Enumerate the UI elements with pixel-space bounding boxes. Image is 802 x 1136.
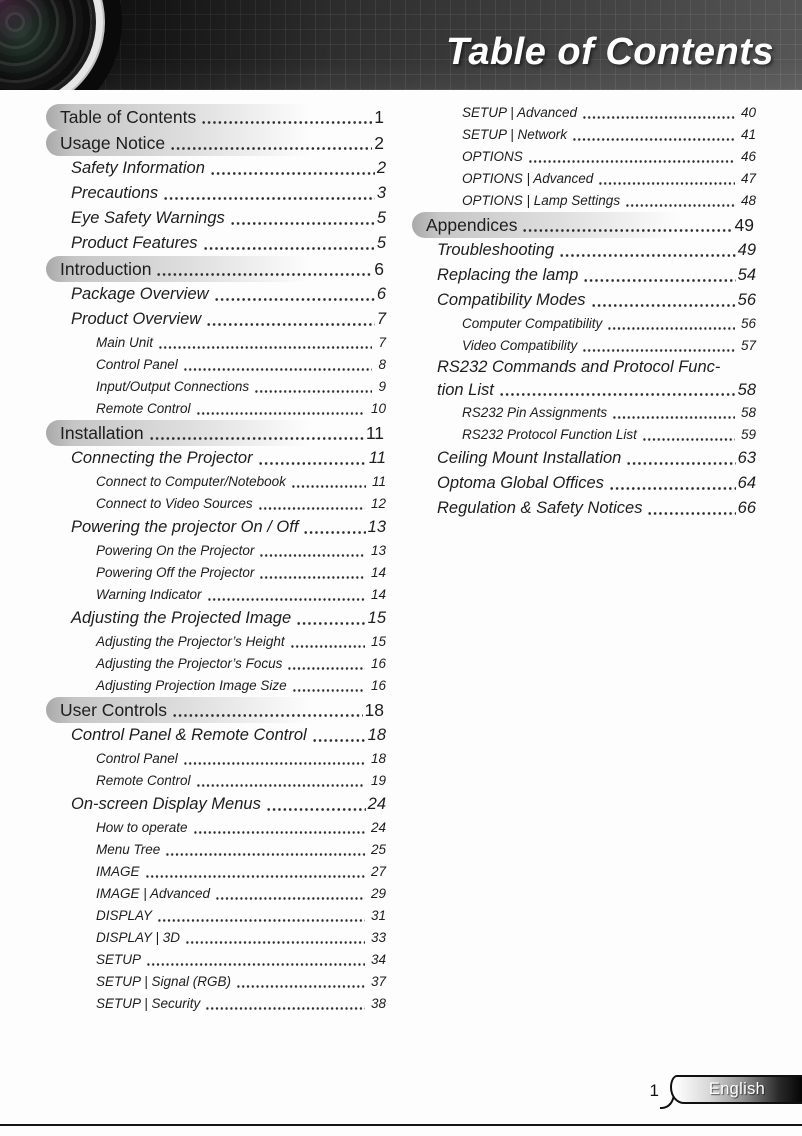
toc-entry-title: tion List (437, 381, 494, 399)
toc-entry-connecting-the-projector[interactable] (46, 446, 386, 471)
toc-entry-page: 14 (370, 587, 386, 602)
toc-entry-page: 2 (376, 159, 386, 177)
toc-entry-page: 33 (370, 930, 386, 945)
toc-entry-display-3d[interactable] (46, 927, 386, 949)
toc-entry-page: 27 (370, 864, 386, 879)
toc-entry-powering-on-the-projector[interactable] (46, 540, 386, 562)
toc-entry-usage-notice[interactable] (46, 130, 386, 156)
dotted-leader (236, 971, 365, 993)
dotted-leader (583, 263, 735, 288)
toc-entry-installation[interactable] (46, 420, 386, 446)
toc-entry-package-overview[interactable] (46, 282, 386, 307)
toc-entry-page: 7 (376, 310, 386, 328)
toc-entry-title: RS232 Commands and Protocol Func- (437, 358, 721, 376)
toc-entry-page: 12 (370, 496, 386, 511)
toc-entry-eye-safety-warnings[interactable] (46, 206, 386, 231)
toc-entry-page: 1 (374, 107, 384, 127)
toc-entry-page: 11 (365, 423, 384, 443)
footer-language-badge (670, 1075, 802, 1104)
toc-entry-menu-tree[interactable] (46, 839, 386, 861)
toc-entry-title: Product Features (71, 234, 198, 252)
toc-entry-title: Powering On the Projector (96, 543, 255, 558)
dotted-leader (172, 697, 363, 723)
toc-entry-display[interactable] (46, 905, 386, 927)
toc-entry-title: Main Unit (96, 335, 154, 350)
dotted-leader (591, 288, 736, 313)
toc-entry-title: Control Panel (96, 357, 178, 372)
toc-entry-title: SETUP | Advanced (462, 105, 578, 120)
toc-entry-title: Control Panel (96, 751, 178, 766)
dotted-leader (609, 471, 736, 496)
dotted-leader (193, 817, 365, 839)
dotted-leader (157, 905, 365, 927)
toc-entry-title: DISPLAY | 3D (96, 930, 181, 945)
toc-entry-title: Table of Contents (60, 107, 197, 127)
toc-entry-title: Replacing the lamp (437, 266, 579, 284)
toc-entry-page: 49 (734, 215, 754, 235)
projector-lens-image (0, 0, 92, 90)
dotted-leader (149, 420, 364, 446)
toc-entry-title: Introduction (60, 259, 152, 279)
toc-entry-control-panel[interactable] (46, 354, 386, 376)
dotted-leader (183, 354, 373, 376)
toc-entry-title: Connecting the Projector (71, 449, 253, 467)
toc-entry-title: Usage Notice (60, 133, 166, 153)
toc-entry-rs232-commands-and-protocol-func[interactable] (412, 357, 756, 378)
toc-entry-rs232-commands-and-protocol-func-cont[interactable] (412, 378, 756, 402)
toc-entry-page: 5 (376, 209, 386, 227)
toc-entry-page: 24 (367, 795, 386, 813)
toc-entry-page: 13 (367, 518, 386, 536)
toc-entry-connect-to-computer-notebook[interactable] (46, 471, 386, 493)
dotted-leader (266, 792, 366, 817)
dotted-leader (647, 496, 735, 521)
toc-entry-page: 16 (370, 678, 386, 693)
dotted-leader (287, 653, 365, 675)
toc-entry-remote-control[interactable] (46, 770, 386, 792)
dotted-leader (258, 446, 367, 471)
toc-entry-title: IMAGE | Advanced (96, 886, 211, 901)
toc-entry-title: On-screen Display Menus (71, 795, 261, 813)
toc-entry-page: 14 (370, 565, 386, 580)
toc-entry-page: 56 (737, 291, 756, 309)
toc-entry-main-unit[interactable] (46, 332, 386, 354)
footer-divider (0, 1124, 802, 1126)
toc-entry-page: 64 (737, 474, 756, 492)
toc-entry-options-advanced[interactable] (412, 168, 756, 190)
toc-entry-on-screen-display-menus[interactable] (46, 792, 386, 817)
dotted-leader (559, 238, 736, 263)
toc-entry-title: OPTIONS | Lamp Settings (462, 193, 621, 208)
toc-entry-how-to-operate[interactable] (46, 817, 386, 839)
toc-entry-title: DISPLAY (96, 908, 153, 923)
toc-entry-title: Warning Indicator (96, 587, 202, 602)
toc-entry-page: 31 (370, 908, 386, 923)
dotted-leader (296, 606, 366, 631)
dotted-leader (230, 206, 375, 231)
dotted-leader (522, 212, 732, 238)
toc-entry-page: 16 (370, 656, 386, 671)
dotted-leader (258, 493, 365, 515)
toc-entry-page: 6 (376, 285, 386, 303)
dotted-leader (214, 282, 375, 307)
toc-entry-title: SETUP | Security (96, 996, 201, 1011)
toc-entry-page: 41 (740, 127, 756, 142)
toc-entry-title: Safety Information (71, 159, 205, 177)
toc-entry-setup[interactable] (46, 949, 386, 971)
toc-column-left (46, 104, 386, 1015)
toc-entry-page: 6 (374, 259, 384, 279)
toc-entry-page: 56 (740, 316, 756, 331)
page-title: Table of Contents (446, 31, 774, 73)
toc-entry-page: 18 (370, 751, 386, 766)
dotted-leader (196, 398, 365, 420)
dotted-leader (207, 584, 365, 606)
toc-entry-remote-control[interactable] (46, 398, 386, 420)
toc-entry-title: Connect to Video Sources (96, 496, 253, 511)
dotted-leader (259, 540, 365, 562)
dotted-leader (183, 748, 365, 770)
toc-entry-powering-off-the-projector[interactable] (46, 562, 386, 584)
toc-entry-title: Menu Tree (96, 842, 161, 857)
toc-entry-title: Video Compatibility (462, 338, 578, 353)
toc-entry-title: SETUP | Signal (RGB) (96, 974, 232, 989)
toc-entry-page: 24 (370, 820, 386, 835)
dotted-leader (205, 993, 365, 1015)
toc-entry-page: 40 (740, 105, 756, 120)
toc-entry-adjusting-the-projector-s-height[interactable] (46, 631, 386, 653)
toc-entry-title: Control Panel & Remote Control (71, 726, 307, 744)
toc-entry-troubleshooting[interactable] (412, 238, 756, 263)
toc-entry-page: 19 (370, 773, 386, 788)
toc-entry-page: 29 (370, 886, 386, 901)
dotted-leader (572, 124, 735, 146)
toc-entry-page: 48 (740, 193, 756, 208)
toc-entry-page: 11 (368, 449, 386, 467)
toc-entry-title: SETUP | Network (462, 127, 568, 142)
dotted-leader (165, 839, 365, 861)
toc-entry-title: Remote Control (96, 401, 191, 416)
toc-entry-page: 49 (737, 241, 756, 259)
dotted-leader (582, 102, 735, 124)
toc-entry-page: 63 (737, 449, 756, 467)
toc-entry-title: User Controls (60, 700, 167, 720)
dotted-leader (203, 231, 375, 256)
toc-entry-page: 18 (364, 700, 384, 720)
dotted-leader (291, 471, 366, 493)
toc-entry-page: 15 (367, 609, 386, 627)
toc-entry-product-overview[interactable] (46, 307, 386, 332)
toc-entry-title: Remote Control (96, 773, 191, 788)
toc-entry-ceiling-mount-installation[interactable] (412, 446, 756, 471)
toc-entry-setup-signal-rgb[interactable] (46, 971, 386, 993)
toc-entry-title: Input/Output Connections (96, 379, 250, 394)
dotted-leader (254, 376, 372, 398)
dotted-leader (210, 156, 375, 181)
dotted-leader (163, 181, 375, 206)
dotted-leader (158, 332, 372, 354)
toc-entry-video-compatibility[interactable] (412, 335, 756, 357)
dotted-leader (145, 861, 365, 883)
toc-entry-title: Precautions (71, 184, 159, 202)
dotted-leader (612, 402, 735, 424)
toc-entry-title: Powering Off the Projector (96, 565, 255, 580)
toc-entry-title: Adjusting the Projector’s Height (96, 634, 285, 649)
toc-entry-title: How to operate (96, 820, 188, 835)
toc-entry-page: 57 (740, 338, 756, 353)
toc-entry-page: 3 (376, 184, 386, 202)
dotted-leader (206, 307, 375, 332)
toc-entry-options[interactable] (412, 146, 756, 168)
toc-entry-title: Adjusting the Projector’s Focus (96, 656, 283, 671)
toc-entry-appendices[interactable] (412, 212, 756, 238)
toc-entry-table-of-contents[interactable] (46, 104, 386, 130)
toc-entry-page: 58 (740, 405, 756, 420)
dotted-leader (170, 130, 372, 156)
toc-entry-page: 5 (376, 234, 386, 252)
toc-entry-title: Appendices (426, 215, 518, 235)
dotted-leader (598, 168, 735, 190)
toc-entry-title: Powering the projector On / Off (71, 518, 299, 536)
toc-entry-setup-advanced[interactable] (412, 102, 756, 124)
toc-entry-image-advanced[interactable] (46, 883, 386, 905)
toc-entry-title: OPTIONS | Advanced (462, 171, 594, 186)
toc-entry-setup-security[interactable] (46, 993, 386, 1015)
toc-entry-title: Connect to Computer/Notebook (96, 474, 286, 489)
dotted-leader (642, 424, 735, 446)
dotted-leader (303, 515, 365, 540)
toc-entry-product-features[interactable] (46, 231, 386, 256)
toc-entry-regulation-safety-notices[interactable] (412, 496, 756, 521)
toc-entry-control-panel[interactable] (46, 748, 386, 770)
dotted-leader (625, 190, 735, 212)
toc-entry-page: 8 (378, 357, 386, 372)
toc-entry-page: 46 (740, 149, 756, 164)
toc-entry-optoma-global-offices[interactable] (412, 471, 756, 496)
toc-entry-page: 58 (737, 381, 756, 399)
toc-entry-page: 7 (378, 335, 386, 350)
dotted-leader (146, 949, 365, 971)
toc-entry-title: IMAGE (96, 864, 140, 879)
dotted-leader (185, 927, 365, 949)
dotted-leader (312, 723, 366, 748)
toc-entry-options-lamp-settings[interactable] (412, 190, 756, 212)
toc-entry-page: 9 (378, 379, 386, 394)
dotted-leader (201, 104, 372, 130)
toc-entry-title: Compatibility Modes (437, 291, 586, 309)
dotted-leader (292, 675, 365, 697)
toc-entry-title: Installation (60, 423, 144, 443)
toc-entry-title: OPTIONS (462, 149, 523, 164)
toc-entry-introduction[interactable] (46, 256, 386, 282)
toc-entry-title: SETUP (96, 952, 142, 967)
toc-entry-page: 13 (370, 543, 386, 558)
toc-entry-powering-the-projector-on-off[interactable] (46, 515, 386, 540)
toc-entry-computer-compatibility[interactable] (412, 313, 756, 335)
toc-entry-title: RS232 Pin Assignments (462, 405, 608, 420)
toc-entry-title: Eye Safety Warnings (71, 209, 225, 227)
toc-column-right (412, 102, 756, 521)
toc-entry-title: Optoma Global Offices (437, 474, 604, 492)
toc-entry-page: 34 (370, 952, 386, 967)
toc-entry-compatibility-modes[interactable] (412, 288, 756, 313)
toc-entry-title: Adjusting the Projected Image (71, 609, 292, 627)
dotted-leader (582, 335, 735, 357)
footer-page-number: 1 (649, 1081, 659, 1100)
footer-language-label: English (708, 1080, 766, 1098)
dotted-leader (215, 883, 365, 905)
dotted-leader (626, 446, 735, 471)
toc-entry-page: 2 (374, 133, 384, 153)
toc-entry-rs232-pin-assignments[interactable] (412, 402, 756, 424)
toc-entry-warning-indicator[interactable] (46, 584, 386, 606)
toc-entry-title: Adjusting Projection Image Size (96, 678, 287, 693)
page-header-banner (0, 0, 802, 90)
toc-entry-page: 47 (740, 171, 756, 186)
toc-entry-precautions[interactable] (46, 181, 386, 206)
toc-entry-title: Computer Compatibility (462, 316, 603, 331)
toc-entry-title: Regulation & Safety Notices (437, 499, 643, 517)
toc-entry-page: 54 (737, 266, 756, 284)
toc-entry-page: 15 (370, 634, 386, 649)
toc-entry-page: 10 (370, 401, 386, 416)
toc-entry-adjusting-the-projector-s-focus[interactable] (46, 653, 386, 675)
dotted-leader (259, 562, 365, 584)
dotted-leader (196, 770, 365, 792)
toc-entry-replacing-the-lamp[interactable] (412, 263, 756, 288)
toc-entry-image[interactable] (46, 861, 386, 883)
toc-entry-setup-network[interactable] (412, 124, 756, 146)
dotted-leader (290, 631, 365, 653)
toc-entry-page: 11 (371, 474, 386, 489)
toc-entry-adjusting-projection-image-size[interactable] (46, 675, 386, 697)
toc-entry-adjusting-the-projected-image[interactable] (46, 606, 386, 631)
toc-entry-connect-to-video-sources[interactable] (46, 493, 386, 515)
dotted-leader (607, 313, 735, 335)
toc-entry-title: RS232 Protocol Function List (462, 427, 637, 442)
dotted-leader (499, 378, 736, 402)
toc-entry-input-output-connections[interactable] (46, 376, 386, 398)
dotted-leader (528, 146, 735, 168)
toc-entry-control-panel-remote-control[interactable] (46, 723, 386, 748)
toc-entry-page: 66 (737, 499, 756, 517)
toc-entry-title: Product Overview (71, 310, 202, 328)
toc-entry-rs232-protocol-function-list[interactable] (412, 424, 756, 446)
toc-entry-user-controls[interactable] (46, 697, 386, 723)
toc-entry-title: Ceiling Mount Installation (437, 449, 622, 467)
toc-entry-safety-information[interactable] (46, 156, 386, 181)
toc-entry-title: Troubleshooting (437, 241, 555, 259)
toc-entry-page: 25 (370, 842, 386, 857)
toc-entry-title: Package Overview (71, 285, 209, 303)
toc-entry-page: 37 (370, 974, 386, 989)
toc-entry-page: 18 (367, 726, 386, 744)
toc-entry-page: 38 (370, 996, 386, 1011)
toc-entry-page: 59 (740, 427, 756, 442)
dotted-leader (156, 256, 372, 282)
